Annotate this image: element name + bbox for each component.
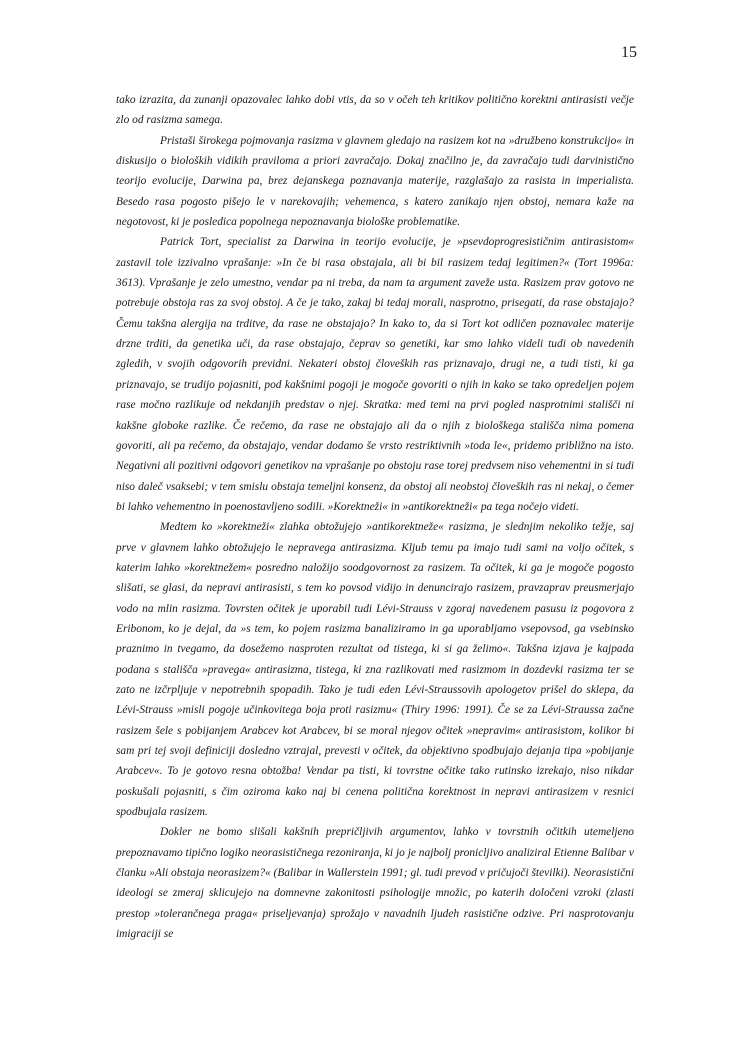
paragraph-racism-constructivism: Pristaši širokega pojmovanja rasizma v glavnem gledajo na rasizem kot na »družbeno konstrukcijo« in diskusijo o bioloških vidikih praviloma a priori zavračajo. Dokaj značilno je, da zavračajo tudi darvinistično teorijo evolucije, Darwina pa, brez dejanskega poznavanja materije, razglašajo za rasista in imperialista. Besedo rasa pogosto pišejo le v narekovajih; vehemenca, s katero zanikajo njen obstoj, nemara kaže na negotovost, ki je posledica popolnega nepoznavanja biološke problematike. xyxy=(116,134,634,229)
body-text xyxy=(116,90,634,944)
page-number: 15 xyxy=(621,44,637,61)
paragraph-continuation: tako izrazita, da zunanji opazovalec lahko dobi vtis, da so v očeh teh kritikov politično korektni antirasisti večje zlo od rasizma samega. xyxy=(116,94,634,127)
paragraph-tort-question: Patrick Tort, specialist za Darwina in teorijo evolucije, je »psevdoprogresističnim antirasistom« zastavil tole izzivalno vprašanje: »In če bi rasa obstajala, ali bi bil rasizem tedaj legitimen?« (Tort 1996a: 3613). Vprašanje je zelo umestno, vendar pa ni treba, da nam ta argument zaveže usta. Rasizem prav gotovo ne potrebuje obstoja ras za svoj obstoj. A če je tako, zakaj bi tedaj morali, nasprotno, prisegati, da rase obstajajo? Čemu takšna alergija na trditve, da rase ne obstajajo? In kako to, da si Tort kot odličen poznavalec materije drzne trditi, da genetika uči, da rase obstajajo, čeprav so genetiki, kar smo lahko videli tudi ob navedenih zgledih, v svojih odgovorih previdni. Nekateri obstoj človeških ras priznavajo, drugi ne, a tudi tisti, ki ga priznavajo, se trudijo pojasniti, pod kakšnimi pogoji je mogoče govoriti o njih in kako se tako opredeljen pojem rase močno razlikuje od nekdanjih predstav o njej. Skratka: med temi na prvi pogled nasprotnimi stališči ni kakšne globoke razlike. Če rečemo, da rase ne obstajajo ali da o njih z biološkega stališča nima pomena govoriti, ali pa rečemo, da obstajajo, vendar dodamo še vrsto restriktivnih »toda le«, pridemo približno na isto. Negativni ali pozitivni odgovori genetikov na vprašanje po obstoju rase torej predvsem niso vehementni in si tudi niso daleč vsaksebi; v tem smislu obstaja temeljni konsenz, da obstoj ali neobstoj človeških ras ni nekaj, o čemer bi lahko vehementno in poenostavljeno sodili. »Korektneži« in »antikorektneži« pa tega nočejo videti. xyxy=(116,236,634,513)
paragraph-correctness-accusations: Medtem ko »korektneži« zlahka obtožujejo »antikorektneže« rasizma, je slednjim nekoliko težje, saj prve v glavnem lahko obtožujejo le nepravega antirasizma. Kljub temu pa imajo tudi sami na voljo očitek, s katerim lahko »korektnežem« posredno naložijo soodgovornost za rasizem. Ta očitek, ki ga je mogoče pogosto slišati, se glasi, da nepravi antirasisti, s tem ko povsod vidijo in denuncirajo rasizem, pravzaprav preusmerjajo vodo na mlin rasizma. Tovrsten očitek je uporabil tudi Lévi-Strauss v zgoraj navedenem pasusu iz pogovora z Eribonom, ko je dejal, da »s tem, ko pojem rasizma banaliziramo in ga uporabljamo vsepovsod, ga vsebinsko praznimo in tvegamo, da dosežemo nasproten rezultat od tistega, ki si ga želimo«. Takšna izjava je kajpada podana s stališča »pravega« antirasizma, tistega, ki zna razlikovati med rasizmom in dozdevki rasizma ter se zato ne izčrpljuje v nepotrebnih spopadih. Tako je tudi eden Lévi-Straussovih apologetov prišel do sklepa, da Lévi-Strauss »misli pogoje učinkovitega boja proti rasizmu« (Thiry 1996: 1991). Če se za Lévi-Straussa začne rasizem šele s pobijanjem Arabcev kot Arabcev, bi se moral njegov očitek »nepravim« antirasistom, kolikor bi sam pri tej svoji definiciji dosledno vztrajal, prevesti v očitek, da objektivno spodbujajo dejanja tipa »pobijanje Arabcev«. To je gotovo resna obtožba! Vendar pa tisti, ki tovrstne očitke tako rutinsko izrekajo, niso nikdar poskušali pojasniti, s čim oziroma kako naj bi cenena politična korektnost in nepravi antirasizem v resnici spodbujala rasizem. xyxy=(116,521,634,819)
paragraph-neoracism: Dokler ne bomo slišali kakšnih prepričljivih argumentov, lahko v tovrstnih očitkih utemeljeno prepoznavamo tipično logiko neorasističnega rezoniranja, ki jo je najbolj pronicljivo analiziral Etienne Balibar v članku »Ali obstaja neorasizem?« (Balibar in Wallerstein 1991; gl. tudi prevod v pričujoči številki). Neorasistični ideologi se zmeraj sklicujejo na domnevne zakonitosti psihologije množic, po katerih določeni vzroki (zlasti prestop »tolerančnega praga« priseljevanja) sprožajo v navadnih ljudeh rasistične odzive. Pri nasprotovanju imigraciji se xyxy=(116,826,635,941)
